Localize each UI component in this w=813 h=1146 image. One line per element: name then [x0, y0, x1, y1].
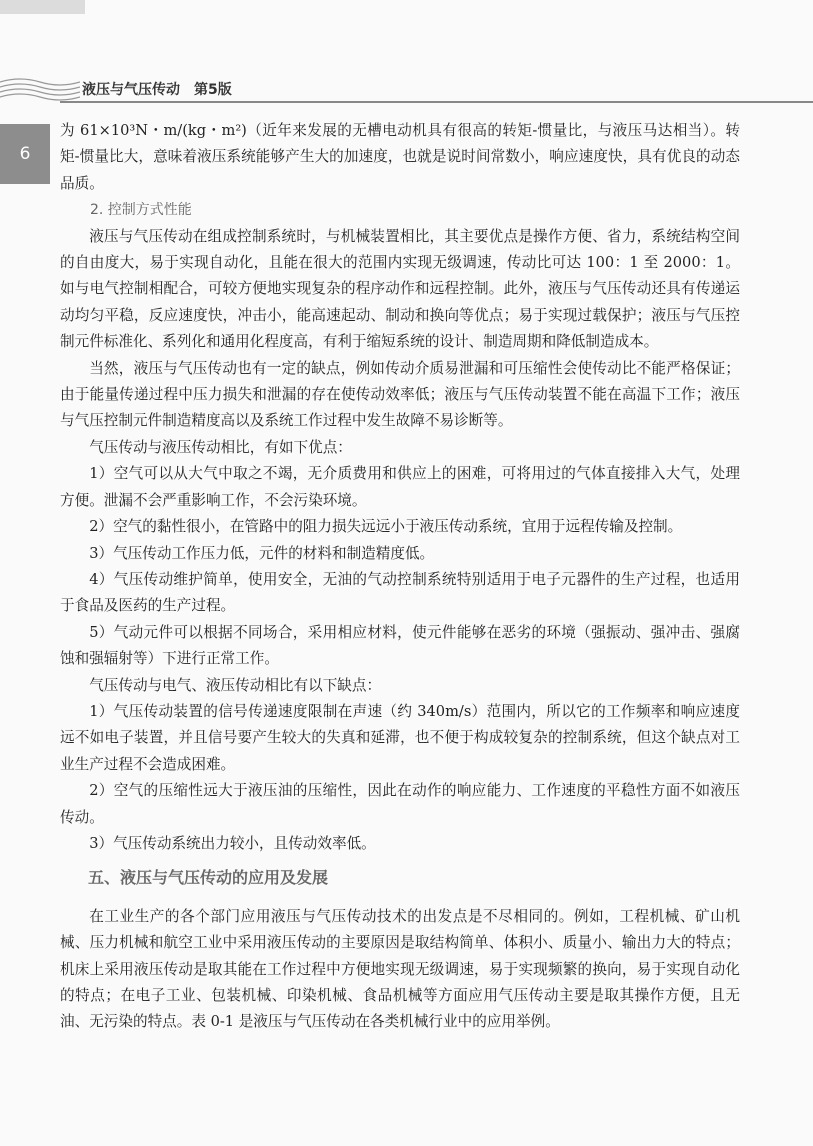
top-gray-strip	[0, 0, 85, 14]
section-heading: 五、液压与气压传动的应用及发展	[88, 868, 329, 888]
subsection-heading: 2. 控制方式性能	[90, 202, 192, 219]
header-rule	[60, 101, 813, 103]
list-item: 2）空气的压缩性远大于液压油的压缩性，因此在动作的响应能力、工作速度的平稳性方面不如液压传动。	[60, 782, 740, 826]
paragraph: 在工业生产的各个部门应用液压与气压传动技术的出发点是不尽相同的。例如，工程机械、矿山机械、压力机械和航空工业中采用液压传动的主要原因是取结构简单、体积小、质量小、输出力大的特点；机床上采用液压传动是取其能在工作过程中方便地实现无级调速，易于实现频繁的换向，易于实现自动化的特点；在电子工业、包装机械、印染机械、食品机械等方面应用气压传动主要是取其操作方便，且无油、无污染的特点。表 0-1 是液压与气压传动在各类机械行业中的应用举例。	[60, 907, 740, 1031]
running-header-title: 液压与气压传动 第5版	[82, 82, 232, 98]
list-item: 2）空气的黏性很小，在管路中的阻力损失远远小于液压传动系统，宜用于远程传输及控制。	[89, 518, 683, 536]
paragraph: 当然，液压与气压传动也有一定的缺点，例如传动介质易泄漏和可压缩性会使传动比不能严格保证；由于能量传递过程中压力损失和泄漏的存在使传动效率低；液压与气压传动装置不能在高温下工作；液压与气压控制元件制造精度高以及系统工作过程中发生故障不易诊断等。	[60, 359, 740, 430]
list-item: 3）气压传动系统出力较小，且传动效率低。	[89, 834, 376, 852]
list-item: 5）气动元件可以根据不同场合，采用相应材料，使元件能够在恶劣的环境（强振动、强冲击、强腐蚀和强辐射等）下进行正常工作。	[60, 623, 740, 668]
paragraph: 为 61×10³N・m/(kg・m²)（近年来发展的无槽电动机具有很高的转矩-惯量比，与液压马达相当）。转矩-惯量比大，意味着液压系统能够产生大的加速度，也就是说时间常数小，响应速度快，具有优良的动态品质。	[60, 122, 740, 192]
wave-ornament-icon	[0, 70, 80, 104]
paragraph: 气压传动与电气、液压传动相比有以下缺点：	[89, 676, 382, 694]
list-item: 3）气压传动工作压力低，元件的材料和制造精度低。	[89, 544, 435, 562]
page-header	[0, 70, 813, 110]
list-item: 1）气压传动装置的信号传递速度限制在声速（约 340m/s）范围内，所以它的工作频率和响应速度远不如电子装置，并且信号要产生较大的失真和延滞，也不便于构成较复杂的控制系统，但这个缺点对工业生产过程不会造成困难。	[60, 702, 740, 773]
page-number-tab: 6	[0, 124, 50, 184]
list-item: 1）空气可以从大气中取之不竭，无介质费用和供应上的困难，可将用过的气体直接排入大气，处理方便。泄漏不会严重影响工作，不会污染环境。	[60, 465, 740, 509]
list-item: 4）气压传动维护简单，使用安全，无油的气动控制系统特别适用于电子元器件的生产过程，也适用于食品及医药的生产过程。	[60, 570, 740, 615]
page-body	[60, 118, 740, 1036]
paragraph: 液压与气压传动在组成控制系统时，与机械装置相比，其主要优点是操作方便、省力，系统结构空间的自由度大，易于实现自动化，且能在很大的范围内实现无级调速，传动比可达 100：1 至 2000：1。如与电气控制相配合，可较方便地实现复杂的程序动作和远程控制。此外，液压与气压传动还具有传递运动均匀平稳，反应速度快，冲击小，能高速起动、制动和换向等优点；易于实现过载保护；液压与气压控制元件标准化、系列化和通用化程度高，有利于缩短系统的设计、制造周期和降低制造成本。	[60, 227, 740, 351]
paragraph: 气压传动与液压传动相比，有如下优点：	[89, 438, 352, 456]
